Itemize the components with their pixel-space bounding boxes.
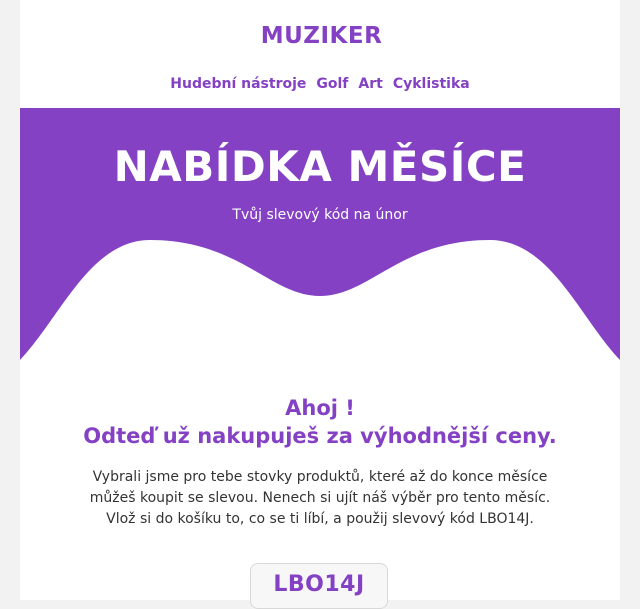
hero-banner [20, 108, 620, 368]
greeting-line-2: Odteď už nakupuješ za výhodnější ceny. [83, 424, 557, 448]
email-container [20, 0, 620, 600]
body-paragraph [60, 467, 580, 530]
coupon-code-label: LBO14J [273, 572, 365, 597]
nav-link-hudebni-nastroje[interactable]: Hudební nástroje [170, 76, 307, 92]
greeting-line-1: Ahoj ! [285, 396, 355, 420]
hero-subtitle: Tvůj slevový kód na únor [232, 207, 408, 223]
greeting-heading [20, 394, 620, 450]
category-nav [20, 72, 620, 96]
hero-title: NABÍDKA MĚSÍCE [113, 142, 527, 191]
nav-link-cyklistika[interactable]: Cyklistika [392, 76, 470, 92]
body-line-2: můžeš koupit se slevou. Nenech si ujít náš výběr pro tento měsíc. [89, 490, 551, 506]
body-line-3: Vlož si do košíku to, co se ti líbí, a použij slevový kód LBO14J. [106, 511, 534, 527]
body-line-1: Vybrali jsme pro tebe stovky produktů, které až do konce měsíce [92, 469, 548, 485]
nav-link-art[interactable]: Art [358, 76, 383, 92]
nav-link-golf[interactable]: Golf [316, 76, 349, 92]
muziker-logo[interactable] [260, 22, 383, 50]
logo-wordmark: MUZIKER [260, 23, 383, 49]
coupon-code-button[interactable] [250, 563, 388, 609]
